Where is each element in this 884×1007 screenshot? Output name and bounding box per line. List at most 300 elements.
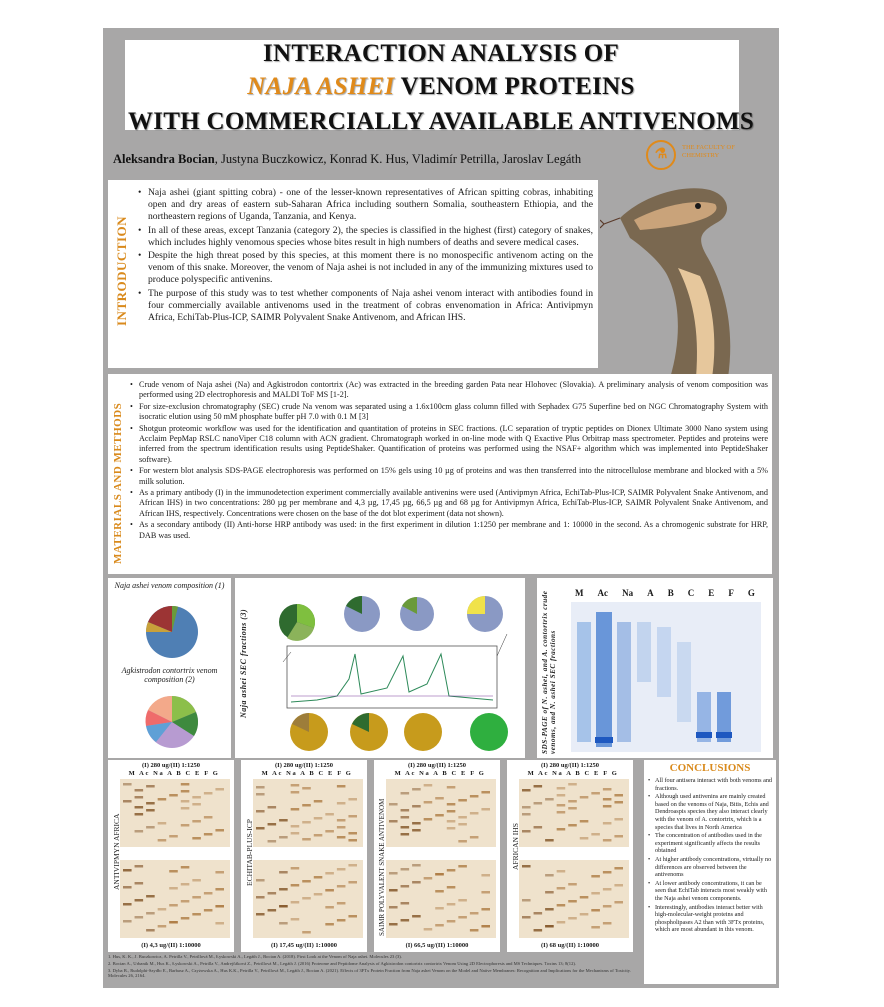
poster	[103, 28, 779, 988]
blot-band	[591, 892, 600, 895]
blot-band	[591, 909, 600, 912]
cobra-photo	[600, 178, 776, 378]
blot-band	[302, 804, 311, 807]
blot-band	[614, 801, 623, 804]
blot-band	[325, 906, 334, 909]
blot-band	[192, 879, 201, 882]
methods-bullet: • For western blot analysis SDS-PAGE electrophoresis was performed on 15% gels using 10 µg of proteins and was then transferred into the nitrocellulose membrane and blocked with a 5% milk solution.	[130, 466, 768, 487]
blot-band	[568, 807, 577, 810]
introduction-list	[138, 187, 593, 325]
blot-band	[470, 795, 479, 798]
title-line-2	[103, 73, 779, 101]
conclusions-heading: CONCLUSIONS	[669, 762, 751, 774]
blot-band	[545, 925, 554, 928]
blot-band	[169, 835, 178, 838]
blot-band	[325, 813, 334, 816]
blot-band	[325, 830, 334, 833]
blot-band	[146, 802, 155, 805]
blot-band	[204, 833, 213, 836]
blot-band	[568, 883, 577, 886]
blot-band	[447, 903, 456, 906]
blot-top-condition: (I) 280 ug/(II) 1:1250	[541, 762, 599, 769]
blot-band	[256, 793, 265, 796]
blot-lane-labels: M Ac Na A B C E F G	[261, 770, 353, 777]
blot-band	[458, 899, 467, 902]
blot-band	[204, 892, 213, 895]
blot-band	[302, 838, 311, 841]
blot-band	[591, 792, 600, 795]
intro-bullet: • Naja ashei (giant spitting cobra) - one of the lesser-known representatives of African spitting cobras, inhabiting open and dry areas of eastern sub-Saharan Africa including southern Somalia, southeastern Ethiopia, and the northeastern regions of Uganda, Tanzania, and Kenya.	[138, 187, 593, 224]
title-species: NAJA ASHEI	[247, 73, 395, 100]
blot-band	[614, 835, 623, 838]
blot-band	[447, 920, 456, 923]
blot-band	[412, 864, 421, 867]
blot-band	[568, 800, 577, 803]
blot-band	[401, 902, 410, 905]
blot-band	[192, 803, 201, 806]
blot-band	[158, 925, 167, 928]
sds-lane-label: A	[647, 588, 654, 598]
blot-band	[215, 871, 224, 874]
blot-band	[435, 907, 444, 910]
blot-band	[481, 908, 490, 911]
blot-band	[181, 824, 190, 827]
blot-band	[302, 821, 311, 824]
blot-band	[348, 832, 357, 835]
blot-echitab-panel	[241, 760, 367, 952]
blot-band	[447, 820, 456, 823]
blot-band	[146, 895, 155, 898]
blot-band	[603, 822, 612, 825]
blot-band	[268, 892, 277, 895]
blot-band	[401, 885, 410, 888]
blot-band	[470, 812, 479, 815]
blot-band	[522, 789, 531, 792]
agkistrodon-composition-pie	[126, 686, 216, 756]
blot-band	[192, 837, 201, 840]
blot-band	[557, 887, 566, 890]
sds-lane-label: B	[667, 588, 674, 598]
blot-gel-low	[519, 860, 629, 938]
naja-composition-pie	[126, 592, 216, 662]
conclusion-bullet: • Interestingly, antibodies interact better with high-molecular-weight proteins and phospholipases A2 than with 3FTx proteins, which are most abundant in this venom.	[648, 904, 774, 934]
blot-band	[146, 826, 155, 829]
blot-band	[135, 789, 144, 792]
blot-band	[401, 809, 410, 812]
blot-band	[481, 891, 490, 894]
blot-band	[158, 839, 167, 842]
blot-band	[401, 826, 410, 829]
blot-bands	[519, 860, 629, 938]
blot-lane-labels: M Ac Na A B C E F G	[527, 770, 619, 777]
conclusion-bullet: • At higher antibody concentrations, virtually no differences are observed between the antivenoms	[648, 856, 774, 879]
blot-band	[123, 783, 132, 786]
blot-band	[534, 929, 543, 932]
blot-band	[458, 840, 467, 843]
blot-lane-labels: M Ac Na A B C E F G	[394, 770, 486, 777]
blot-band	[268, 909, 277, 912]
blot-band	[181, 800, 190, 803]
blot-band	[337, 868, 346, 871]
blot-band	[458, 916, 467, 919]
blot-band	[557, 811, 566, 814]
blot-band	[522, 806, 531, 809]
blot-band	[123, 800, 132, 803]
blot-band	[192, 913, 201, 916]
blot-band	[337, 826, 346, 829]
blot-bottom-condition: (I) 4,3 ug/(II) 1:10000	[141, 942, 201, 949]
blot-band	[169, 887, 178, 890]
author-list	[113, 152, 581, 167]
blot-band	[302, 897, 311, 900]
blot-band	[412, 829, 421, 832]
sds-lane-label: C	[687, 588, 695, 598]
conclusions-panel	[644, 760, 776, 984]
blot-band	[603, 805, 612, 808]
blot-band	[192, 820, 201, 823]
agkistrodon-composition-title: Agkistrodon contortrix venom composition (2)	[121, 666, 218, 684]
reference-item: 3. Dyba B., Rudolphi-Szydło E., Barbasz A., Czyżowska A., Hus K.K., Petrilla V., Petrillová M., Legáth J., Bocian A. (2021). Effects of 3FTx Protein Fraction from Naja ashei Venom on the Model and Native Membranes: Recognition and Implications for the Mechanisms of Toxicity. Molecules 26, 2164.	[108, 967, 631, 979]
blot-band	[215, 888, 224, 891]
blot-band	[389, 803, 398, 806]
blot-band	[256, 786, 265, 789]
sds-lane-label: Na	[622, 588, 634, 598]
blot-band	[181, 807, 190, 810]
sds-lane-label: Ac	[597, 588, 609, 598]
blot-band	[545, 891, 554, 894]
blot-band	[447, 886, 456, 889]
intro-bullet: • In all of these areas, except Tanzania (category 2), the species is classified in the highest (first) category of snakes, which includes highly venomous species whose bites result in high numbers of deaths and severe medical cases.	[138, 225, 593, 249]
blot-band	[447, 786, 456, 789]
blot-african-ihs-panel	[507, 760, 633, 952]
blot-band	[481, 808, 490, 811]
blot-band	[337, 836, 346, 839]
blot-band	[181, 883, 190, 886]
blot-band	[169, 904, 178, 907]
blot-band	[325, 923, 334, 926]
blot-band	[314, 834, 323, 837]
blot-band	[470, 912, 479, 915]
blot-band	[348, 815, 357, 818]
sds-page-panel	[537, 578, 773, 758]
sds-page-gel	[571, 602, 761, 752]
blot-band	[291, 791, 300, 794]
blot-band	[348, 915, 357, 918]
title-line-1: INTERACTION ANALYSIS OF	[262, 40, 620, 67]
methods-panel	[108, 374, 772, 574]
conclusion-bullet: • Although used antivenins are mainly created based on the venoms of Naja, Bitis, Echis and Dendroaspis species they also interact clearly with the venom of A. contortrix, which is a species that lives in North America	[648, 793, 774, 831]
other-authors: , Justyna Buczkowicz, Konrad K. Hus, Vladimír Petrilla, Jaroslav Legáth	[214, 152, 582, 166]
blot-band	[181, 866, 190, 869]
blot-band	[204, 816, 213, 819]
sec-fraction-pies	[257, 584, 521, 754]
blot-band	[389, 906, 398, 909]
blot-band	[314, 817, 323, 820]
methods-bullet: • Shotgun proteomic workflow was used for the identification and quantitation of proteins in SEC fractions. (LC separation of tryptic peptides on Dionex Ultimate 3000 Nano system using Acclaim PepMap RSLC nanoViper C18 column with ACN gradient. Chromatograph worked in on-line mode with Q Exactive Plus Orbitrap mass spectrometer. Peptides and proteins were inferred from the spectrum identification results using PeptideShaker. Quantification of proteins was performed using the NSAF+ algorithm which was implemented into PeptideShaker software).	[130, 424, 768, 465]
reference-item: 1. Hus, K. K., J. Buczkowicz, A. Petrilla V., Petrillová M., Łyskowski A., Legáth J., Bocian A. (2018). First Look at the Venom of Naja ashei. Molecules 23 (3).	[108, 954, 402, 959]
blot-band	[568, 783, 577, 786]
blot-band	[302, 880, 311, 883]
blot-band	[135, 806, 144, 809]
conclusion-bullet: • At lower antibody concentrations, it can be seen that EchiTab interacts most weakly with the Naja ashei venom components.	[648, 880, 774, 903]
blot-antivenom-label: ANTIVIPMYN AFRICA	[112, 813, 121, 890]
blot-band	[291, 784, 300, 787]
blot-band	[181, 783, 190, 786]
blot-gel-high	[386, 779, 496, 847]
blot-band	[603, 788, 612, 791]
blot-band	[158, 822, 167, 825]
blot-band	[591, 875, 600, 878]
blot-band	[435, 873, 444, 876]
blot-band	[291, 808, 300, 811]
blot-band	[534, 912, 543, 915]
faculty-logo-text: THE FACULTY OF CHEMISTRY	[682, 144, 735, 159]
blot-band	[557, 804, 566, 807]
blot-band	[568, 900, 577, 903]
sec-fractions-label: Naja ashei SEC fractions (3)	[239, 608, 248, 718]
blot-band	[614, 818, 623, 821]
blot-band	[325, 889, 334, 892]
blot-band	[614, 901, 623, 904]
blot-band	[256, 913, 265, 916]
conclusion-bullet: • The concentration of antibodies used in the experiment significantly affects the results obtained	[648, 832, 774, 855]
blot-band	[337, 785, 346, 788]
blot-bottom-condition: (I) 68 ug/(II) 1:10000	[541, 942, 599, 949]
blot-band	[192, 796, 201, 799]
references	[108, 954, 642, 988]
blot-band	[603, 905, 612, 908]
conclusions-list	[648, 777, 774, 935]
blot-band	[522, 916, 531, 919]
blot-band	[412, 915, 421, 918]
blot-band	[348, 881, 357, 884]
blot-band	[522, 899, 531, 902]
blot-band	[424, 801, 433, 804]
blot-band	[135, 916, 144, 919]
blot-band	[389, 923, 398, 926]
blot-band	[291, 867, 300, 870]
blot-band	[424, 877, 433, 880]
sds-lane-label: G	[747, 588, 755, 598]
sds-page-label: SDS-PAGE of N. ashei, and A. contortrix crude venoms, and N. ashei SEC fractions	[541, 590, 557, 754]
blot-band	[545, 874, 554, 877]
title-line-2-rest: VENOM PROTEINS	[400, 73, 635, 100]
blot-band	[435, 890, 444, 893]
methods-bullet: • As a primary antibody (I) in the immunodetection experiment commercially available antivenins were used (Antivipmyn Africa, EchiTab-Plus-ICP, SAIMR Polyvalent Snake Antivenom, and African IHS) in two concentrations: 280 µg per membrane and 4,3 µg, 17,45 µg, 66,5 µg and 68 µg for Antivipmyn Africa, EchiTab-Plus-ICP, SAIMR Polyvalent Snake Antivenom, and African IHS, respectively. Concentrations were chosen on the base of the dot blot experiment (data not shown).	[130, 488, 768, 519]
blot-top-condition: (I) 280 ug/(II) 1:1250	[142, 762, 200, 769]
intro-bullet: • The purpose of this study was to test whether components of Naja ashei venom interact with antibodies found in four commercially available antivenoms used in the treatment of cobras envenomation in Africa: Antivipmyn Africa, EchiTab-Plus-ICP, SAIMR Polyvalent Snake Antivenom, and African IHS.	[138, 288, 593, 325]
faculty-emblem-icon: ⚗	[646, 140, 676, 170]
blot-saimr-panel: (I) 280 ug/(II) 1:1250 M Ac Na A B C E F G (I) 66,5 ug/(II) 1:10000 SAIMR POLYVALENT SNAKE ANTIVENOM	[374, 760, 500, 952]
blot-band	[401, 833, 410, 836]
blot-band	[557, 921, 566, 924]
blot-band	[614, 794, 623, 797]
blot-band	[614, 884, 623, 887]
blot-band	[302, 931, 311, 934]
blot-band	[348, 864, 357, 867]
blot-band	[279, 888, 288, 891]
blot-band	[458, 865, 467, 868]
blot-band	[424, 784, 433, 787]
methods-list	[130, 380, 768, 542]
blot-band	[447, 869, 456, 872]
blot-top-condition: (I) 280 ug/(II) 1:1250	[275, 762, 333, 769]
faculty-logo	[646, 140, 766, 180]
blot-band	[314, 893, 323, 896]
blot-band	[389, 889, 398, 892]
blot-band	[481, 925, 490, 928]
blot-band	[481, 791, 490, 794]
blot-band	[470, 929, 479, 932]
sds-lane-label: F	[728, 588, 734, 598]
sds-lane-labels	[575, 588, 755, 598]
methods-label: MATERIALS AND METHODS	[112, 402, 124, 564]
methods-bullet: • As a secondary antibody (II) Anti-horse HRP antibody was used: in the first experiment in dilution 1:1250 per membrane and 1: 10000 in the second. As a chromogenic substrate for HRP, DAB was used.	[130, 520, 768, 541]
blot-band	[580, 796, 589, 799]
blot-band	[412, 788, 421, 791]
blot-band	[123, 903, 132, 906]
introduction-label: INTRODUCTION	[114, 215, 129, 326]
blot-bottom-condition: (I) 17,45 ug/(II) 1:10000	[270, 942, 338, 949]
blot-band	[424, 928, 433, 931]
blot-band	[279, 905, 288, 908]
blot-band	[591, 926, 600, 929]
blot-band	[401, 792, 410, 795]
blot-band	[123, 920, 132, 923]
blot-top-condition: (I) 280 ug/(II) 1:1250	[408, 762, 466, 769]
blot-band	[146, 809, 155, 812]
blot-band	[291, 901, 300, 904]
naja-composition-title: Naja ashei venom composition (1)	[114, 581, 225, 590]
blot-band	[256, 810, 265, 813]
blot-band	[603, 871, 612, 874]
blot-band	[557, 787, 566, 790]
blot-lane-labels: M Ac Na A B C E F G	[128, 770, 220, 777]
blot-bottom-condition: (I) 66,5 ug/(II) 1:10000	[405, 942, 469, 949]
blot-band	[401, 816, 410, 819]
blot-band	[580, 913, 589, 916]
blot-band	[522, 813, 531, 816]
blot-band	[348, 798, 357, 801]
blot-band	[146, 929, 155, 932]
blot-band	[557, 794, 566, 797]
blot-band	[181, 900, 190, 903]
blot-antivenom-label: AFRICAN IHS	[511, 823, 520, 870]
blot-band	[545, 798, 554, 801]
blot-band	[389, 820, 398, 823]
blot-band	[447, 803, 456, 806]
blot-bands	[386, 860, 496, 938]
blot-band	[158, 798, 167, 801]
sec-fractions-panel	[235, 578, 525, 758]
blot-band	[302, 787, 311, 790]
blot-band	[458, 823, 467, 826]
blot-band	[135, 899, 144, 902]
blot-band	[614, 867, 623, 870]
sds-lane-label: M	[575, 588, 584, 598]
blot-band	[435, 924, 444, 927]
blot-band	[291, 832, 300, 835]
blot-band	[447, 827, 456, 830]
blot-band	[580, 820, 589, 823]
blot-antivipmyn-panel	[108, 760, 234, 952]
blot-band	[412, 805, 421, 808]
blot-gel-low	[386, 860, 496, 938]
blot-band	[603, 922, 612, 925]
first-author: Aleksandra Bocian	[113, 152, 215, 166]
blot-band	[291, 884, 300, 887]
blot-band	[337, 919, 346, 922]
reference-item: 2. Bocian A., Urbanik M., Hus K., Łyskowski A., Petrilla V., Andrejčáková Z., Petrillová M., Legáth J. (2016) Proteome and Peptidome Analysis of Agkistrodon contortrix contortrix Venom Using 2D Electrophoresis and MS Techniques. Toxins 13; 8(12).	[108, 960, 577, 966]
blot-band	[412, 822, 421, 825]
sds-lane-label: E	[708, 588, 715, 598]
title-line-3: WITH COMMERCIALLY AVAILABLE ANTIVENOMS	[127, 108, 755, 135]
blot-band	[146, 785, 155, 788]
blot-band	[158, 908, 167, 911]
blot-band	[337, 902, 346, 905]
blot-band	[181, 790, 190, 793]
blot-band	[401, 868, 410, 871]
blot-band	[447, 810, 456, 813]
blot-band	[435, 797, 444, 800]
blot-band	[401, 919, 410, 922]
blot-band	[291, 918, 300, 921]
blot-band	[204, 909, 213, 912]
blot-band	[568, 917, 577, 920]
blot-bands	[386, 779, 496, 847]
blot-band	[424, 818, 433, 821]
blot-band	[534, 785, 543, 788]
blot-band	[348, 839, 357, 842]
blot-band	[603, 839, 612, 842]
introduction-panel	[108, 180, 598, 368]
blot-band	[146, 912, 155, 915]
blot-band	[337, 802, 346, 805]
blot-band	[169, 794, 178, 797]
blot-band	[458, 816, 467, 819]
blot-band	[256, 896, 265, 899]
blot-band	[215, 788, 224, 791]
intro-bullet: • Despite the high threat posed by this species, at this moment there is no monospecific antivenom acting on the venom of this snake. Moreover, the venom of Naja ashei is not included in any of the immunizing mixtures used to produce polyspecific antivenins.	[138, 250, 593, 287]
blot-band	[591, 833, 600, 836]
blot-band	[215, 922, 224, 925]
methods-bullet: • For size-exclusion chromatography (SEC) crude Na venom was separated using a 1.6x100cm glass column filled with Sephadex G75 Superfine bed on NGC Chromatography System with isocratic elution using 50 mM phosphate buffer pH 7.0 with 0.1 M [3]	[130, 402, 768, 423]
blot-band	[181, 917, 190, 920]
blot-band	[279, 922, 288, 925]
methods-bullet: • Crude venom of Naja ashei (Na) and Agkistrodon contortrix (Ac) was extracted in the breeding garden Pata near Hlohovec (Slovakia). A preliminary analysis of venom composition was performed using 2D electrophoresis and MALDI ToF MS [1-2].	[130, 380, 768, 401]
blot-band	[337, 885, 346, 888]
blot-band	[435, 814, 444, 817]
blot-band	[314, 876, 323, 879]
venom-composition-panel	[108, 578, 231, 758]
conclusion-bullet: • All four antisera interact with both venoms and fractions.	[648, 777, 774, 792]
blot-band	[557, 870, 566, 873]
blot-band	[215, 905, 224, 908]
blot-band	[169, 870, 178, 873]
blot-band	[534, 802, 543, 805]
blot-band	[169, 921, 178, 924]
blot-band	[603, 888, 612, 891]
blot-band	[580, 896, 589, 899]
blot-band	[412, 881, 421, 884]
blot-band	[192, 896, 201, 899]
blot-band	[204, 792, 213, 795]
blot-band	[545, 908, 554, 911]
blot-band	[215, 829, 224, 832]
blot-antivenom-label: ECHITAB-PLUS-ICP	[245, 819, 254, 886]
blot-band	[337, 819, 346, 822]
blot-band	[268, 806, 277, 809]
